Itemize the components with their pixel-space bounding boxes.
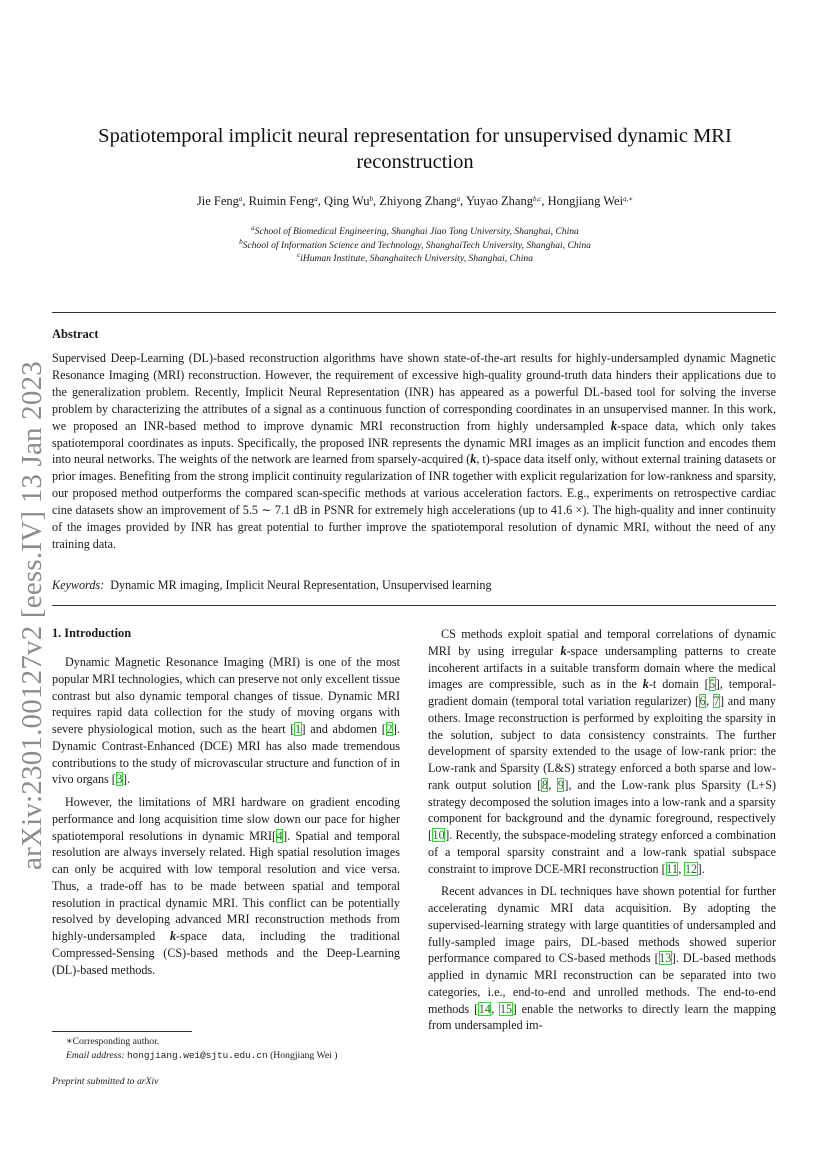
abstract-heading: Abstract <box>52 327 99 341</box>
citation-link[interactable]: 5 <box>709 677 716 692</box>
citation-link[interactable]: 9 <box>557 777 564 792</box>
arxiv-sidebar-stamp <box>6 355 58 875</box>
citation-link[interactable]: 6 <box>699 694 706 708</box>
affiliation-list <box>100 225 730 266</box>
author-name: Jie Feng <box>196 194 239 208</box>
paragraph: However, the limitations of MRI hardware on gradient encoding performance and long acquisition time slow down our pace for higher spatiotemporal resolutions in dynamic MRI[4]. Spatial and temporal resolution are always inversely related. High spatial resolution images can only be acquired with low temporal resolution and vice versa. Thus, a trade-off has to be made between spatial and temporal resolution in practical dynamic MRI. This conflict can be potentially resolved by developing advanced MRI reconstruction methods from highly-undersampled k-space data, including the traditional Compressed-Sensing (CS)-based methods and the Deep-Learning (DL)-based methods. <box>52 795 400 977</box>
affiliation: $^a$School of Biomedical Engineering, Shanghai Jiao Tong University, Shanghai, China <box>251 224 579 237</box>
citation-link[interactable]: 14 <box>478 1001 491 1016</box>
author-list: Jie Feng$^a$, Ruimin Feng$^a$, Qing Wu$^b$, Zhiyong Zhang$^a$, Yuyao Zhang$^{b,c}$, Hongjiang Wei$^{a,∗}$ <box>196 194 634 208</box>
arxiv-id: arXiv:2301.00127v2 [eess.IV] 13 Jan 2023 <box>15 360 48 870</box>
email-owner: (Hongjiang Wei ) <box>270 1050 338 1061</box>
author-name: Qing Wu <box>324 194 370 208</box>
citation-link[interactable]: 10 <box>432 828 445 842</box>
author-name: Yuyao Zhang <box>465 194 533 208</box>
abstract-bottom-rule <box>52 605 776 606</box>
keywords-label: Keywords: <box>52 578 105 592</box>
citation-link[interactable]: 1 <box>294 722 302 736</box>
author-affiliation-marker: a,∗ <box>623 195 634 203</box>
author-name: Zhiyong Zhang <box>379 194 457 208</box>
affiliation: $^b$School of Information Science and Technology, ShanghaiTech University, Shanghai, China <box>239 237 591 251</box>
citation-link[interactable]: 13 <box>659 951 672 966</box>
footnote <box>52 1035 412 1063</box>
citation-link[interactable]: 12 <box>684 861 698 876</box>
keywords <box>52 577 776 594</box>
citation-link[interactable]: 15 <box>499 1001 513 1016</box>
email-label: Email address: <box>66 1050 125 1061</box>
author-name: Ruimin Feng <box>248 194 315 208</box>
keywords-text: Dynamic MR imaging, Implicit Neural Representation, Unsupervised learning <box>110 578 492 592</box>
right-column <box>428 626 776 1034</box>
preprint-notice: Preprint submitted to arXiv <box>52 1076 159 1087</box>
author-affiliation-marker: a <box>314 195 318 203</box>
author-affiliation-marker: a <box>456 195 461 203</box>
email-address[interactable]: hongjiang.wei@sjtu.edu.cn <box>127 1050 268 1061</box>
citation-link[interactable]: 4 <box>276 828 283 843</box>
footnote-rule <box>52 1031 192 1032</box>
author-name: Hongjiang Wei <box>547 194 624 208</box>
paragraph: Recent advances in DL techniques have shown potential for further accelerating dynamic MRI data acquisition. By adopting the supervised-learning strategy with large quantities of undersampled and fully-sampled image pairs, DL-based methods showed superior performance compared to CS-based methods [13]. DL-based methods applied in dynamic MRI reconstruction can be separated into two categories, i.e., end-to-end and unrolled methods. The end-to-end methods [14, 15] enable the networks to directly learn the mapping from undersampled im- <box>428 884 777 1033</box>
paragraph: CS methods exploit spatial and temporal correlations of dynamic MRI by using irregular k-space undersampling patterns to create incoherent artifacts in a suitable transform domain where the medical images are compressible, such as in the k-t domain [5], temporal-gradient domain (temporal total variation regularizer) [6, 7] and many others. Image reconstruction is performed by exploiting the sparsity in the solution, subject to data consistency constraints. The further development of sparsity extended to the usage of low-rank prior: the Low-rank and Sparsity (L&S) strategy enforced a both sparse and low-rank output solution [8, 9], and the Low-rank plus Sparsity (L+S) strategy decomposed the solution images into a low-rank and a sparsity component for background and the dynamic foreground, respectively [10]. Recently, the subspace-modeling strategy enforced a combination of a temporal sparsity constraint and a low-rank spatial subspace constraint to improve DCE-MRI reconstruction [11, 12]. <box>428 627 777 876</box>
paragraph: Dynamic Magnetic Resonance Imaging (MRI) is one of the most popular MRI technologies, which can preserve not only excellent tissue contrast but also dynamic temporal changes of tissue. Dynamic MRI requires rapid data collection for the study of moving organs with severe physiological motion, such as the heart [1] and abdomen [2]. Dynamic Contrast-Enhanced (DCE) MRI has also made tremendous contributions to the study of microvascular structure and function of in vivo organs [3]. <box>52 655 400 787</box>
author-affiliation-marker: a <box>238 195 243 203</box>
citation-link[interactable]: 2 <box>386 722 393 736</box>
citation-link[interactable]: 11 <box>666 861 678 876</box>
abstract-top-rule <box>52 312 776 313</box>
citation-link[interactable]: 7 <box>713 694 720 708</box>
author-affiliation-marker: b,c <box>532 195 542 203</box>
abstract-text: Supervised Deep-Learning (DL)-based reconstruction algorithms have shown state-of-the-art results for highly-undersampled dynamic Magnetic Resonance Imaging (MRI) reconstruction. However, the requirement of excessive high-quality ground-truth data hinders their applications due to the generalization problem. Recently, Implicit Neural Representation (INR) has appeared as a powerful DL-based tool for solving the inverse problem by characterizing the attributes of a signal as a continuous function of corresponding coordinates in an unsupervised manner. In this work, we proposed an INR-based method to improve dynamic MRI reconstruction from highly undersampled k-space data, which only takes spatiotemporal coordinates as inputs. Specifically, the proposed INR represents the dynamic MRI images as an implicit function and encodes them into neural networks. The weights of the network are learned from sparsely-acquired (k, t)-space data itself only, without external training datasets or prior images. Benefiting from the strong implicit continuity regularization of INR together with explicit regularization for low-rankness and sparsity, our proposed method outperforms the compared scan-specific methods at various acceleration factors. E.g., experiments on retrospective cardiac cine datasets show an improvement of 5.5 ∼ 7.1 dB in PSNR for extremely high accelerations (up to 41.6 ×). The high-quality and inner continuity of the images provided by INR has great potential to further improve the spatiotemporal resolution of dynamic MRI, without the need of any training data. <box>52 351 776 551</box>
affiliation: $^c$iHuman Institute, Shanghaitech University, Shanghai, China <box>296 251 533 264</box>
left-column <box>52 654 400 978</box>
paper-title: Spatiotemporal implicit neural representation for unsupervised dynamic MRI reconstruction <box>98 125 732 173</box>
section-heading-introduction: 1. Introduction <box>52 626 132 640</box>
citation-link[interactable]: 3 <box>116 772 123 787</box>
author-affiliation-marker: b <box>369 195 373 203</box>
citation-link[interactable]: 8 <box>541 777 548 792</box>
corresponding-author-note: ∗Corresponding author. <box>66 1036 160 1047</box>
email-line <box>52 1049 412 1063</box>
